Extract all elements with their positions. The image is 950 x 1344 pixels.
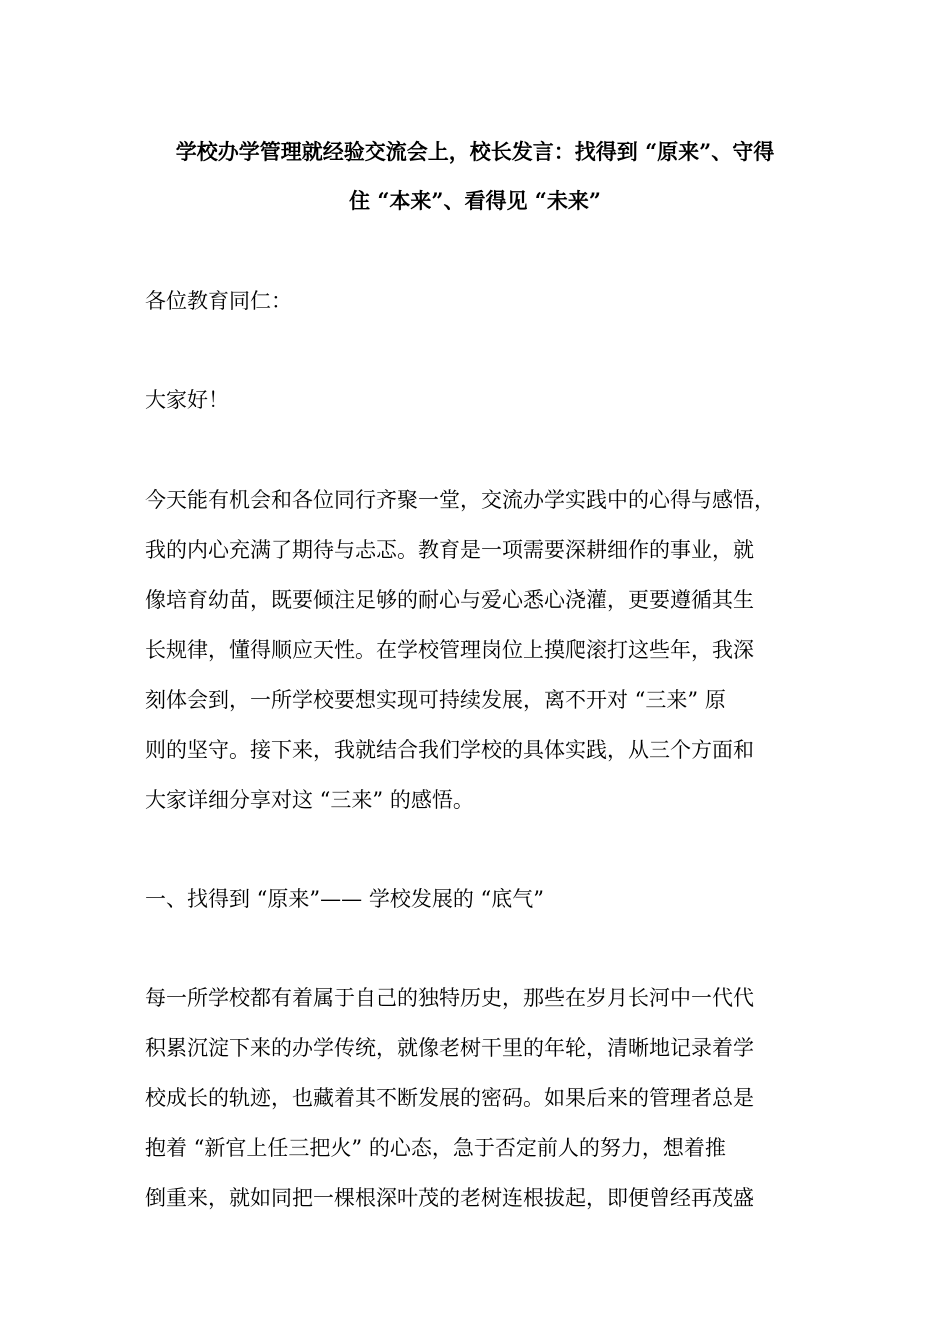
intro-line: 刻体会到，一所学校要想实现可持续发展，离不开对 “三来” 原 [145,688,726,712]
section-1-line: 抱着 “新官上任三把火” 的心态，急于否定前人的努力，想着推 [145,1136,726,1160]
intro-line: 长规律，懂得顺应天性。在学校管理岗位上摸爬滚打这些年，我深 [145,638,754,662]
salutation: 各位教育同仁： [145,289,292,313]
intro-line: 则的坚守。接下来，我就结合我们学校的具体实践，从三个方面和 [145,738,754,762]
greeting: 大家好！ [145,388,229,412]
document-title-line-2: 住 “本来”、看得见 “未来” [349,188,601,213]
intro-line: 大家详细分享对这 “三来” 的感悟。 [145,788,474,812]
intro-line: 像培育幼苗，既要倾注足够的耐心与爱心悉心浇灌，更要遵循其生 [145,588,754,612]
section-1-line: 每一所学校都有着属于自己的独特历史，那些在岁月长河中一代代 [145,986,754,1010]
intro-line: 我的内心充满了期待与忐忑。教育是一项需要深耕细作的事业，就 [145,538,754,562]
section-1-heading: 一、找得到 “原来”—— 学校发展的 “底气” [145,887,544,911]
intro-line: 今天能有机会和各位同行齐聚一堂，交流办学实践中的心得与感悟， [145,488,775,512]
document-title-line-1: 学校办学管理就经验交流会上，校长发言：找得到 “原来”、守得 [175,139,775,164]
section-1-line: 积累沉淀下来的办学传统，就像老树干里的年轮，清晰地记录着学 [145,1036,754,1060]
section-1-line: 校成长的轨迹，也藏着其不断发展的密码。如果后来的管理者总是 [145,1086,754,1110]
section-1-line: 倒重来，就如同把一棵根深叶茂的老树连根拔起，即便曾经再茂盛 [145,1186,754,1210]
